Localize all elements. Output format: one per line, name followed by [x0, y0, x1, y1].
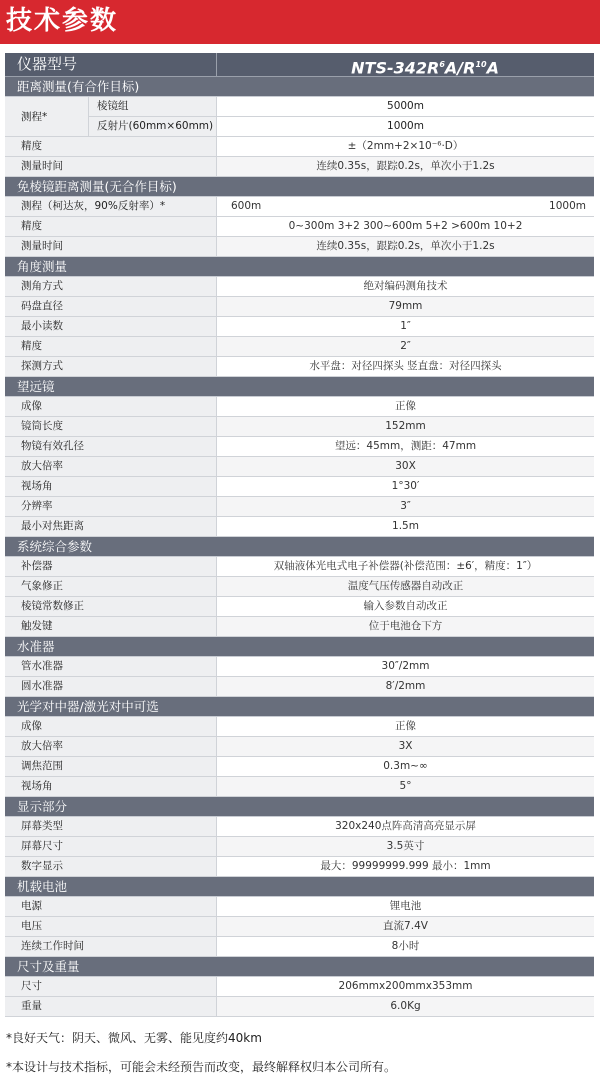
spec-row [5, 917, 594, 937]
spec-row [5, 137, 594, 157]
row-value: 连续0.35s，跟踪0.2s，单次小于1.2s [217, 157, 594, 176]
row-label: 探测方式 [5, 357, 217, 376]
spec-row [5, 357, 594, 377]
spec-table [5, 53, 594, 1017]
row-value: 1.5m [392, 520, 419, 532]
row-label: 精度 [5, 337, 217, 356]
model-value: NTS-$342R^6A/R^{10}A$ [351, 58, 499, 78]
row-value: 锂电池 [389, 900, 422, 912]
spec-row [5, 297, 594, 317]
row-label: 电源 [5, 897, 217, 916]
row-label: 精度 [5, 217, 217, 236]
row-value: 连续0.35s，跟踪0.2s，单次小于1.2s [217, 237, 594, 256]
row-value: 输入参数自动改正 [363, 600, 448, 612]
spec-row [5, 317, 594, 337]
range-sublabel: 棱镜组 [89, 97, 217, 116]
range-sublabel: 反射片(60mm×60mm) [89, 117, 217, 136]
row-label: 调焦范围 [5, 757, 217, 776]
spec-row [5, 717, 594, 737]
row-label: 放大倍率 [5, 457, 217, 476]
row-value: 8小时 [391, 940, 420, 952]
spec-row [5, 237, 594, 257]
row-label: 连续工作时间 [5, 937, 217, 956]
range-subrow [89, 97, 594, 116]
spec-row [5, 677, 594, 697]
row-label: 成像 [5, 717, 217, 736]
spec-row [5, 577, 594, 597]
range-subrow [89, 116, 594, 136]
footnote-weather: *良好天气：阴天、微风、无雾、能见度约40km [6, 1031, 262, 1045]
row-value: 双轴液体光电式电子补偿器(补偿范围：±6′，精度：1″） [273, 560, 538, 572]
row-label: 数字显示 [5, 857, 217, 876]
row-label: 分辨率 [5, 497, 217, 516]
spec-row [5, 477, 594, 497]
row-label: 物镜有效孔径 [5, 437, 217, 456]
row-label: 视场角 [5, 777, 217, 796]
row-value: 3.5英寸 [217, 837, 594, 856]
row-value: 位于电池仓下方 [217, 617, 594, 636]
spec-row [5, 777, 594, 797]
row-value: 8′/2mm [217, 677, 594, 696]
row-label: 最小对焦距离 [5, 517, 217, 536]
spec-row [5, 897, 594, 917]
spec-row [5, 857, 594, 877]
row-label: 测量时间 [5, 237, 217, 256]
spec-row [5, 837, 594, 857]
range-row [5, 197, 594, 217]
section-header: 距离测量(有合作目标) [5, 77, 594, 97]
row-label: 测量时间 [5, 157, 217, 176]
spec-row [5, 557, 594, 577]
row-value: 望远：45mm，测距：47mm [334, 440, 477, 452]
range-subvalue: 5000m [387, 100, 424, 112]
row-label: 镜筒长度 [5, 417, 217, 436]
row-value: ±（2mm+2×10⁻⁶·D） [347, 140, 464, 152]
row-label: 棱镜常数修正 [5, 597, 217, 616]
section-header: 角度测量 [5, 257, 594, 277]
spec-row [5, 937, 594, 957]
spec-row [5, 277, 594, 297]
section-header: 机载电池 [5, 877, 594, 897]
section-header: 水准器 [5, 637, 594, 657]
section-header: 光学对中器/激光对中可选 [5, 697, 594, 717]
section-header: 免棱镜距离测量(无合作目标) [5, 177, 594, 197]
row-value: 5° [217, 777, 594, 796]
spec-row [5, 757, 594, 777]
spec-row [5, 437, 594, 457]
row-value: 30″/2mm [381, 660, 430, 672]
row-label: 补偿器 [5, 557, 217, 576]
row-label: 测角方式 [5, 277, 217, 296]
spec-row [5, 737, 594, 757]
row-label: 气象修正 [5, 577, 217, 596]
spec-row [5, 457, 594, 477]
row-label: 成像 [5, 397, 217, 416]
row-label: 电压 [5, 917, 217, 936]
spec-row [5, 417, 594, 437]
row-value: 320x240点阵高清高亮显示屏 [335, 820, 476, 832]
range-right-value: 1000m [549, 200, 586, 212]
row-value: 0~300m 3+2 300~600m 5+2 >600m 10+2 [288, 220, 523, 232]
section-header: 显示部分 [5, 797, 594, 817]
row-label: 最小读数 [5, 317, 217, 336]
spec-row [5, 977, 594, 997]
row-label: 屏幕尺寸 [5, 837, 217, 856]
spec-row [5, 337, 594, 357]
row-label: 圆水准器 [5, 677, 217, 696]
row-value: 水平盘：对径四探头 竖直盘：对径四探头 [309, 360, 502, 372]
row-value: 30X [217, 457, 594, 476]
row-value: 3X [217, 737, 594, 756]
spec-row [5, 497, 594, 517]
row-value: 1°30′ [391, 480, 420, 492]
row-value: 温度气压传感器自动改正 [217, 577, 594, 596]
row-value: 1″ [400, 320, 411, 332]
row-label: 测程（柯达灰，90%反射率）* [5, 197, 217, 216]
section-header: 系统综合参数 [5, 537, 594, 557]
row-value: 0.3m~∞ [383, 760, 428, 772]
range-left-value: 600m [231, 200, 262, 212]
range-subvalue: 1000m [387, 120, 424, 132]
row-value: 3″ [217, 497, 594, 516]
spec-row [5, 817, 594, 837]
spec-row [5, 597, 594, 617]
row-label: 重量 [5, 997, 217, 1016]
spec-row [5, 657, 594, 677]
page-title: 技术参数 [6, 6, 119, 36]
row-value: 正像 [395, 720, 416, 732]
row-value: 6.0Kg [217, 997, 594, 1016]
row-value: 206mmx200mmx353mm [338, 980, 473, 992]
spec-row [5, 617, 594, 637]
row-value: 2″ [217, 337, 594, 356]
row-value: 直流7.4V [217, 917, 594, 936]
row-label: 视场角 [5, 477, 217, 496]
row-value: 最大：99999999.999 最小：1mm [320, 860, 491, 872]
spec-row [5, 397, 594, 417]
row-label: 放大倍率 [5, 737, 217, 756]
row-label: 精度 [5, 137, 217, 156]
spec-row [5, 997, 594, 1017]
header-banner [0, 0, 600, 44]
row-label: 尺寸 [5, 977, 217, 996]
range-values [217, 197, 594, 216]
row-value: 79mm [217, 297, 594, 316]
range-row [5, 97, 594, 137]
row-value: 正像 [395, 400, 416, 412]
row-label: 管水准器 [5, 657, 217, 676]
section-header: 望远镜 [5, 377, 594, 397]
model-row [5, 53, 594, 77]
row-value: 绝对编码测角技术 [363, 280, 448, 292]
row-label: 触发键 [5, 617, 217, 636]
section-header: 尺寸及重量 [5, 957, 594, 977]
spec-row [5, 517, 594, 537]
footnote-disclaimer: *本设计与技术指标，可能会未经预告而改变，最终解释权归本公司所有。 [6, 1060, 397, 1074]
spec-row [5, 157, 594, 177]
row-label: 码盘直径 [5, 297, 217, 316]
row-value: 152mm [217, 417, 594, 436]
model-label: 仪器型号 [5, 53, 217, 76]
range-label: 测程* [5, 97, 89, 136]
row-label: 屏幕类型 [5, 817, 217, 836]
spec-row [5, 217, 594, 237]
